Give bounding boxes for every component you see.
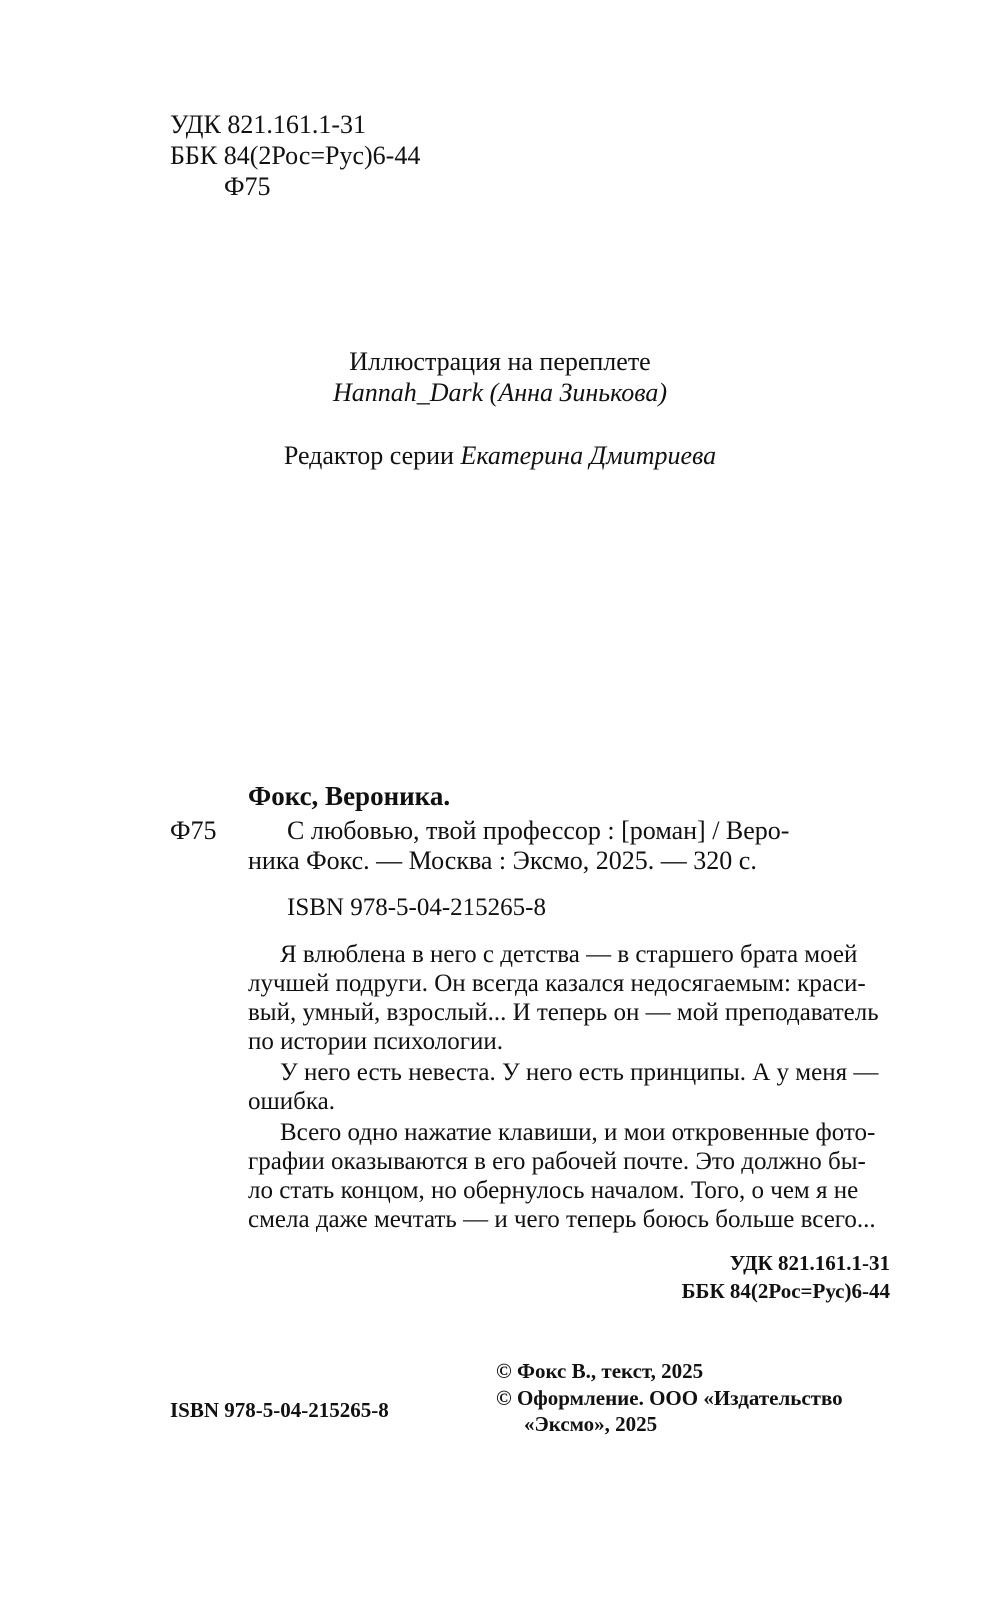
annotation-line: ло стать концом, но обернулось началом. Того, о чем я не <box>248 1177 859 1204</box>
editor-label: Редактор серии <box>283 441 461 470</box>
annotation-line: лучшей подруги. Он всегда казался недосягаемым: краси- <box>248 970 866 997</box>
annotation-line: графии оказываются в его рабочей почте. Это должно бы- <box>248 1148 866 1175</box>
copyright-text: © Фокс В., текст, 2025 <box>496 1359 704 1383</box>
bottom-udk-code: УДК 821.161.1-31 <box>729 1251 890 1275</box>
annotation-line: вый, умный, взрослый... И теперь он — мой преподаватель <box>248 999 879 1026</box>
copyright-design: © Оформление. ООО «Издательство <box>496 1386 843 1410</box>
top-udk-code: УДК 821.161.1-31 <box>170 110 367 139</box>
bottom-bbk-code: ББК 84(2Рос=Рус)6-44 <box>681 1279 890 1303</box>
entry-title-line: С любовью, твой профессор : [роман] / Веро- <box>287 816 790 845</box>
illustrator-name: Hannah_Dark (Анна Зинькова) <box>332 378 668 407</box>
editor-name: Екатерина Дмитриева <box>460 441 717 470</box>
copyright-design-continued: «Эксмо», 2025 <box>524 1412 658 1436</box>
annotation-line: Я влюблена в него с детства — в старшего брата моей <box>280 941 858 968</box>
illustration-label: Иллюстрация на переплете <box>349 347 651 376</box>
top-author-code: Ф75 <box>224 172 271 201</box>
entry-author: Фокс, Вероника. <box>248 781 451 811</box>
entry-isbn: ISBN 978-5-04-215265-8 <box>287 894 547 921</box>
annotation-line: У него есть невеста. У него есть принципы. А у меня — <box>280 1059 879 1086</box>
series-editor-line <box>0 441 1000 471</box>
bottom-isbn: ISBN 978-5-04-215265-8 <box>170 1398 389 1422</box>
annotation-line: по истории психологии. <box>248 1028 504 1055</box>
annotation-line: ошибка. <box>248 1088 335 1115</box>
annotation-line: смела даже мечтать — и чего теперь боюсь больше всего... <box>248 1206 876 1233</box>
annotation-line: Всего одно нажатие клавиши, и мои откровенные фото- <box>280 1119 876 1146</box>
entry-author-code: Ф75 <box>170 816 217 845</box>
entry-publication-line: ника Фокс. — Москва : Эксмо, 2025. — 320 с. <box>248 846 757 875</box>
top-bbk-code: ББК 84(2Рос=Рус)6-44 <box>170 141 421 170</box>
